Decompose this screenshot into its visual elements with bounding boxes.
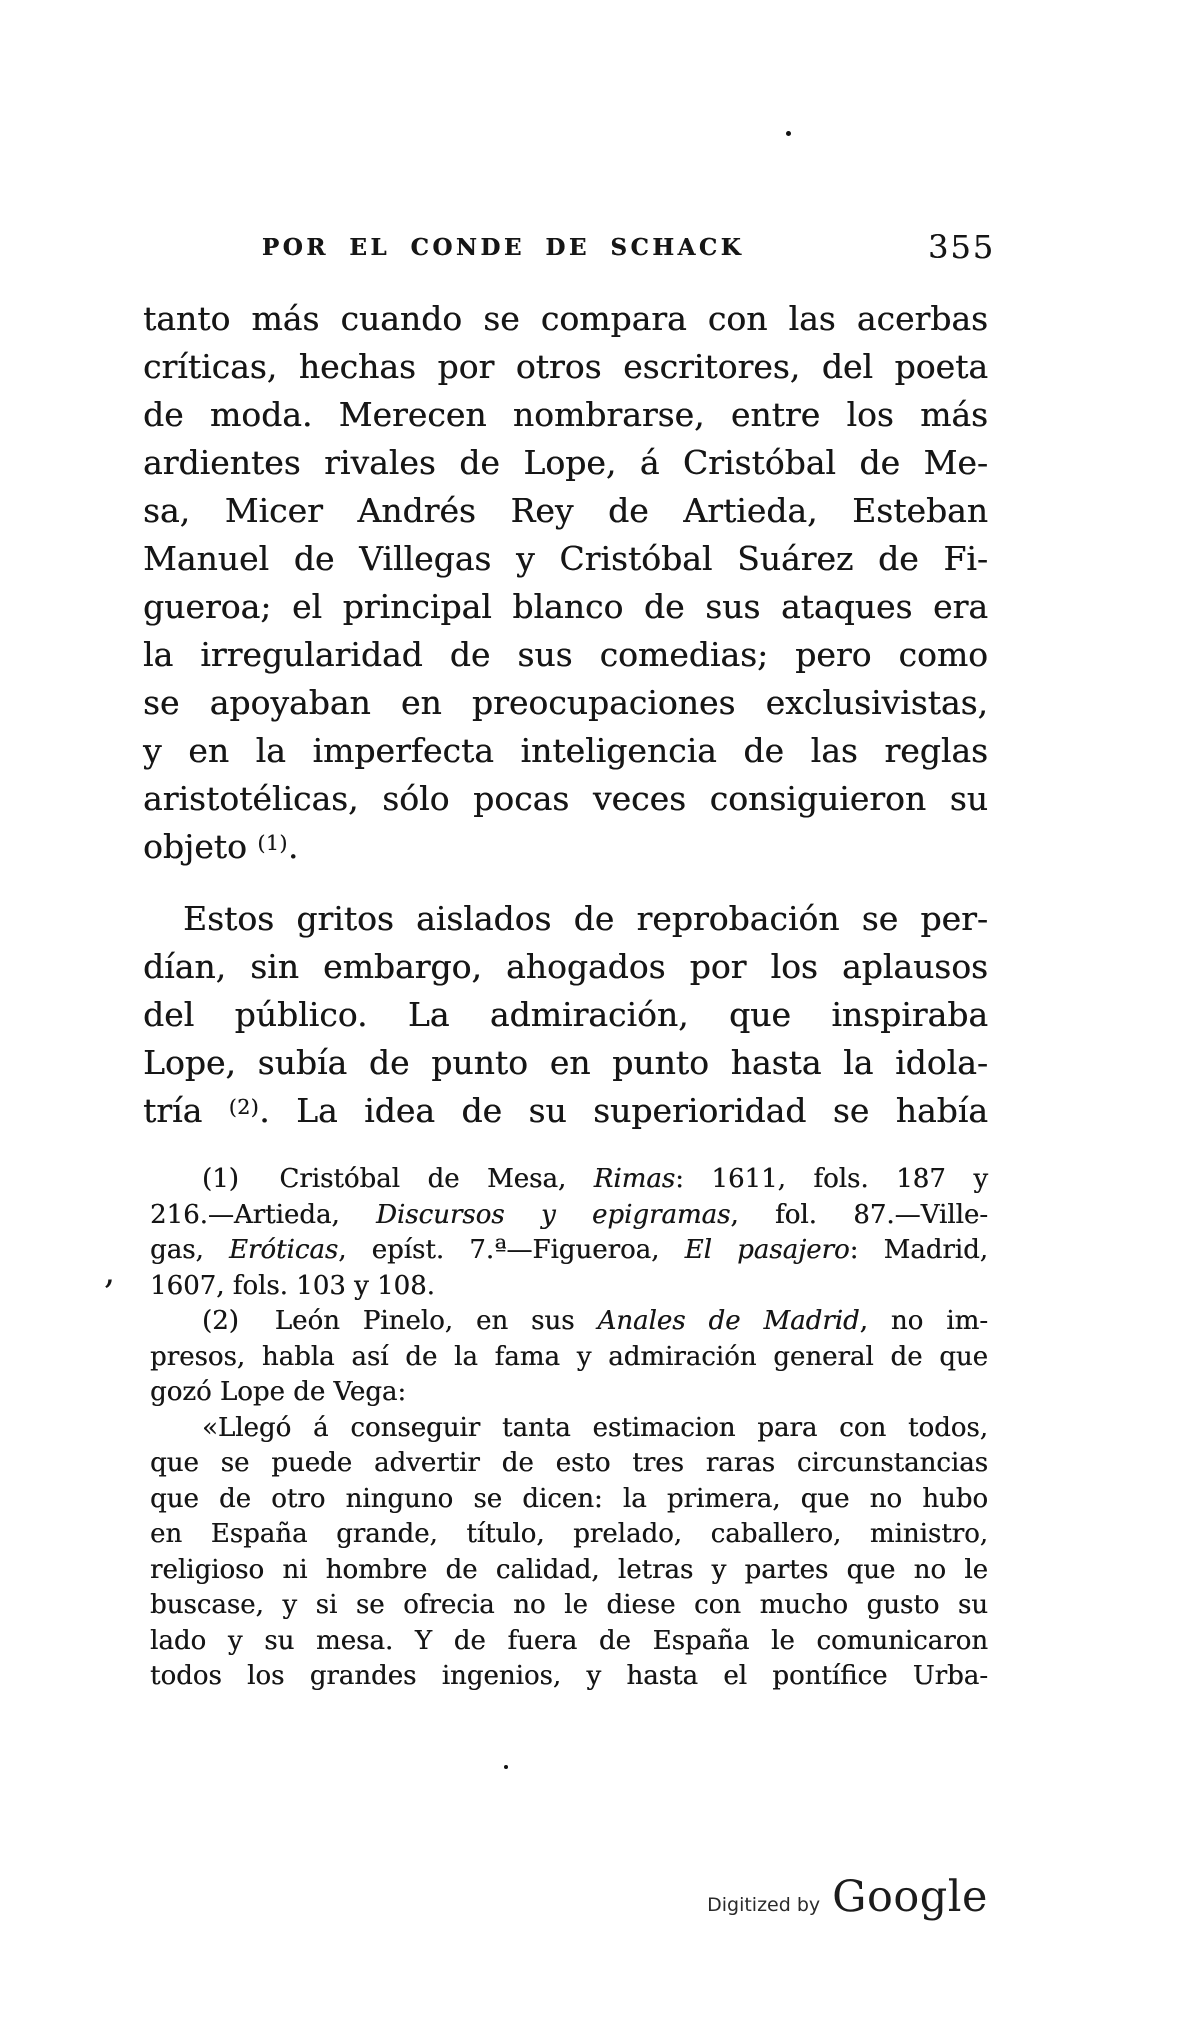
text-line: que de otro ninguno se dicen: la primera, que no hubo xyxy=(150,1483,988,1514)
text-line: 216.—Artieda, Discursos y epigramas, fol. 87.—Ville- xyxy=(150,1199,989,1230)
digitized-by-label: Digitized by xyxy=(707,1894,821,1916)
paragraph-1 xyxy=(143,295,988,875)
text-line: 1607, fols. 103 y 108. xyxy=(150,1270,435,1301)
text-line: religioso ni hombre de calidad, letras y partes que no le xyxy=(150,1554,988,1585)
text-line: críticas, hechas por otros escritores, del poeta xyxy=(143,347,988,386)
text-line: (1) Cristóbal de Mesa, Rimas: 1611, fols. 187 y xyxy=(202,1164,989,1194)
text-line: tanto más cuando se compara con las acerbas xyxy=(143,299,988,338)
running-header xyxy=(0,228,1180,278)
text-line: que se puede advertir de esto tres raras circunstancias xyxy=(150,1448,988,1478)
text-line: dían, sin embargo, ahogados por los aplausos xyxy=(143,947,988,986)
text-line: en España grande, título, prelado, caballero, ministro, xyxy=(150,1519,988,1549)
text-line: Lope, subía de punto en punto hasta la idola- xyxy=(143,1043,988,1082)
margin-stray-mark: , xyxy=(104,1252,115,1292)
text-line: y en la imperfecta inteligencia de las reglas xyxy=(143,731,988,770)
text-line: aristotélicas, sólo pocas veces consiguieron su xyxy=(143,779,988,818)
text-line: todos los grandes ingenios, y hasta el pontífice Urba- xyxy=(150,1661,988,1691)
digitization-footer xyxy=(707,1872,988,1922)
text-line: la irregularidad de sus comedias; pero como xyxy=(143,635,988,674)
text-line: gozó Lope de Vega: xyxy=(150,1377,407,1407)
text-line: de moda. Merecen nombrarse, entre los más xyxy=(143,395,988,434)
text-line: tría $^{(2)}$. La idea de su superioridad se había xyxy=(143,1091,988,1130)
text-line: Estos gritos aislados de reprobación se per- xyxy=(183,899,988,938)
text-line: gas, Eróticas, epíst. 7.ª—Figueroa, El pasajero: Madrid, xyxy=(150,1235,988,1265)
text-line: ardientes rivales de Lope, á Cristóbal de Me- xyxy=(143,443,988,482)
text-line: buscase, y si se ofrecia no le diese con mucho gusto su xyxy=(150,1590,988,1620)
scan-speck-top-icon xyxy=(786,131,791,136)
text-line: (2) León Pinelo, en sus Anales de Madrid, no im- xyxy=(202,1306,988,1336)
text-line: se apoyaban en preocupaciones exclusivistas, xyxy=(143,683,988,722)
text-line: presos, habla así de la fama y admiración general de que xyxy=(150,1341,988,1372)
paragraph-2 xyxy=(143,895,988,1139)
text-line: Manuel de Villegas y Cristóbal Suárez de Fi- xyxy=(143,539,988,578)
text-line: «Llegó á conseguir tanta estimacion para con todos, xyxy=(202,1412,988,1443)
text-line: sa, Micer Andrés Rey de Artieda, Esteban xyxy=(143,491,988,530)
text-line: objeto $^{(1)}$. xyxy=(143,827,299,866)
footnote-2 xyxy=(150,1304,988,1695)
text-line: gueroa; el principal blanco de sus ataques era xyxy=(143,587,988,626)
footnote-section xyxy=(150,1162,988,1695)
google-logo: Google xyxy=(832,1872,988,1922)
scan-speck-bottom-icon xyxy=(504,1765,508,1769)
body-text xyxy=(143,295,988,1139)
text-line: del público. La admiración, que inspiraba xyxy=(143,995,988,1034)
page-number: 355 xyxy=(928,228,996,266)
header-title: POR EL CONDE DE SCHACK xyxy=(261,234,745,261)
text-line: lado y su mesa. Y de fuera de España le comunicaron xyxy=(150,1625,988,1656)
footnote-1 xyxy=(150,1162,988,1304)
